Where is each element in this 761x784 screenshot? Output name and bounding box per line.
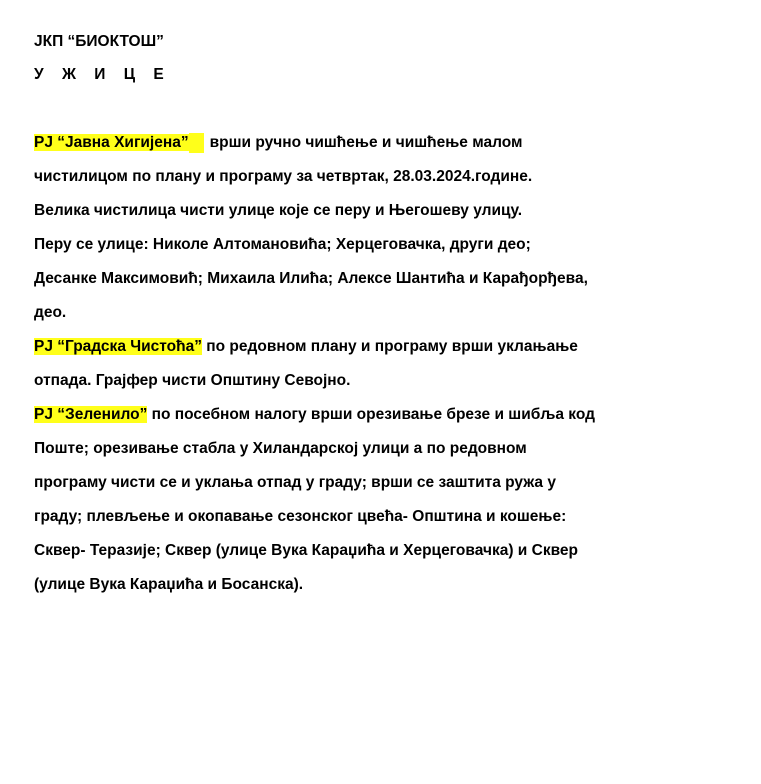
paragraph-line-9 <box>34 405 595 425</box>
paragraph-line-8: отпада. Грајфер чисти Општину Севојно. <box>34 372 351 389</box>
unit-cleanliness-label: РЈ “Градска Чистоћа” <box>34 338 202 355</box>
company-name: ЈКП “БИОКТОШ” <box>34 33 164 50</box>
paragraph-line-3: Велика чистилица чисти улице које се перу и Његошеву улицу. <box>34 202 523 219</box>
paragraph-line-6: део. <box>34 304 67 321</box>
paragraph-line-2: чистилицом по плану и програму за четвртак, 28.03.2024.године. <box>34 168 533 185</box>
city-name: У Ж И Ц Е <box>34 66 171 83</box>
unit-hygiene-label: РЈ “Јавна Хигијена” <box>34 134 189 151</box>
paragraph-line-5: Десанке Максимовић; Михаила Илића; Алексе Шантића и Карађорђева, <box>34 270 588 287</box>
paragraph-line-11: програму чисти се и уклања отпад у граду; врши се заштита ружа у <box>34 474 556 491</box>
highlight-spacer <box>189 133 204 153</box>
paragraph-line-12: граду; плевљење и окопавање сезонског цвећа- Општина и кошење: <box>34 508 567 525</box>
paragraph-line-4: Перу се улице: Николе Алтомановића; Херцеговачка, други део; <box>34 236 531 253</box>
unit-greenery-label: РЈ “Зеленило” <box>34 406 148 423</box>
paragraph-line-13: Сквер- Теразије; Сквер (улице Вука Караџића и Херцеговачка) и Сквер <box>34 542 579 559</box>
paragraph-line-14: (улице Вука Караџића и Босанска). <box>34 576 304 593</box>
line-text: по редовном плану и програму врши уклањање <box>206 338 578 355</box>
paragraph-line-7 <box>34 337 578 357</box>
line-text: по посебном налогу врши орезивање брезе и шибља код <box>151 406 595 423</box>
line-text: врши ручно чишћење и чишћење малом <box>209 134 523 151</box>
paragraph-line-10: Поште; орезивање стабла у Хиландарској улици а по редовном <box>34 440 527 457</box>
paragraph-line-1 <box>34 133 522 153</box>
